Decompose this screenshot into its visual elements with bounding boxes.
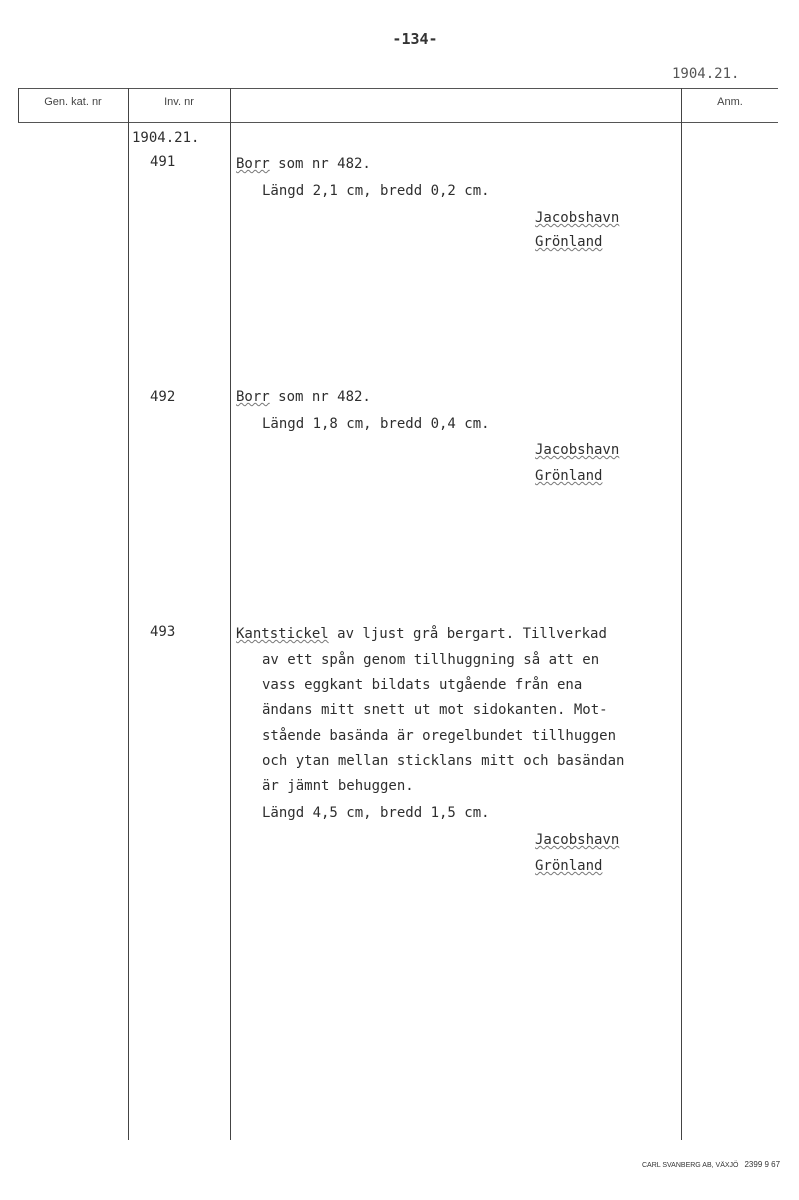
page-number: -134- <box>392 30 438 48</box>
form-number: 2399 9 67 <box>744 1160 781 1169</box>
entry-description-line: Längd 2,1 cm, bredd 0,2 cm. <box>262 183 490 199</box>
catalog-reference: 1904.21. <box>672 66 740 82</box>
column-line-inv-desc <box>230 88 231 1140</box>
entry-title-rest: som nr 482. <box>269 389 371 405</box>
find-place-site: Jacobshavn <box>535 210 620 226</box>
column-header-anm: Anm. <box>717 96 743 108</box>
header-rule-bottom <box>18 122 778 123</box>
find-place-site: Jacobshavn <box>535 832 620 848</box>
inv-number: 493 <box>150 624 176 640</box>
entry-description-line: av ett spån genom tillhuggning så att en <box>262 652 600 668</box>
column-line-desc-anm <box>681 88 682 1140</box>
group-reference: 1904.21. <box>132 130 200 146</box>
find-place-country: Grönland <box>535 234 603 250</box>
column-header-gen-kat: Gen. kat. nr <box>44 96 102 108</box>
entry-title-rest: av ljust grå bergart. Tillverkad <box>328 626 607 642</box>
find-place-country: Grönland <box>535 858 603 874</box>
entry-description-line: är jämnt behuggen. <box>262 778 414 794</box>
inv-number: 491 <box>150 154 176 170</box>
printer-footer <box>642 1160 780 1169</box>
entry-title-line <box>236 626 607 642</box>
entry-description-line: Längd 4,5 cm, bredd 1,5 cm. <box>262 805 490 821</box>
entry-title-rest: som nr 482. <box>269 156 371 172</box>
entry-title-line <box>236 156 371 172</box>
entry-description-line: stående basända är oregelbundet tillhuggen <box>262 728 617 744</box>
entry-description-line: och ytan mellan sticklans mitt och basändan <box>262 753 625 769</box>
entry-title: Borr <box>236 156 270 172</box>
find-place-country: Grönland <box>535 468 603 484</box>
entry-title: Kantstickel <box>236 626 329 642</box>
inv-number: 492 <box>150 389 176 405</box>
entry-title-line <box>236 389 371 405</box>
entry-description-line: vass eggkant bildats utgående från ena <box>262 677 583 693</box>
entry-description-line: Längd 1,8 cm, bredd 0,4 cm. <box>262 416 490 432</box>
column-header-inv: Inv. nr <box>164 96 194 108</box>
entry-description-line: ändans mitt snett ut mot sidokanten. Mot- <box>262 702 608 718</box>
column-line-gen-inv <box>128 88 129 1140</box>
printer-name: CARL SVANBERG AB, VÄXJÖ <box>642 1162 739 1169</box>
entry-title: Borr <box>236 389 270 405</box>
header-rule-top <box>18 88 778 89</box>
find-place-site: Jacobshavn <box>535 442 620 458</box>
